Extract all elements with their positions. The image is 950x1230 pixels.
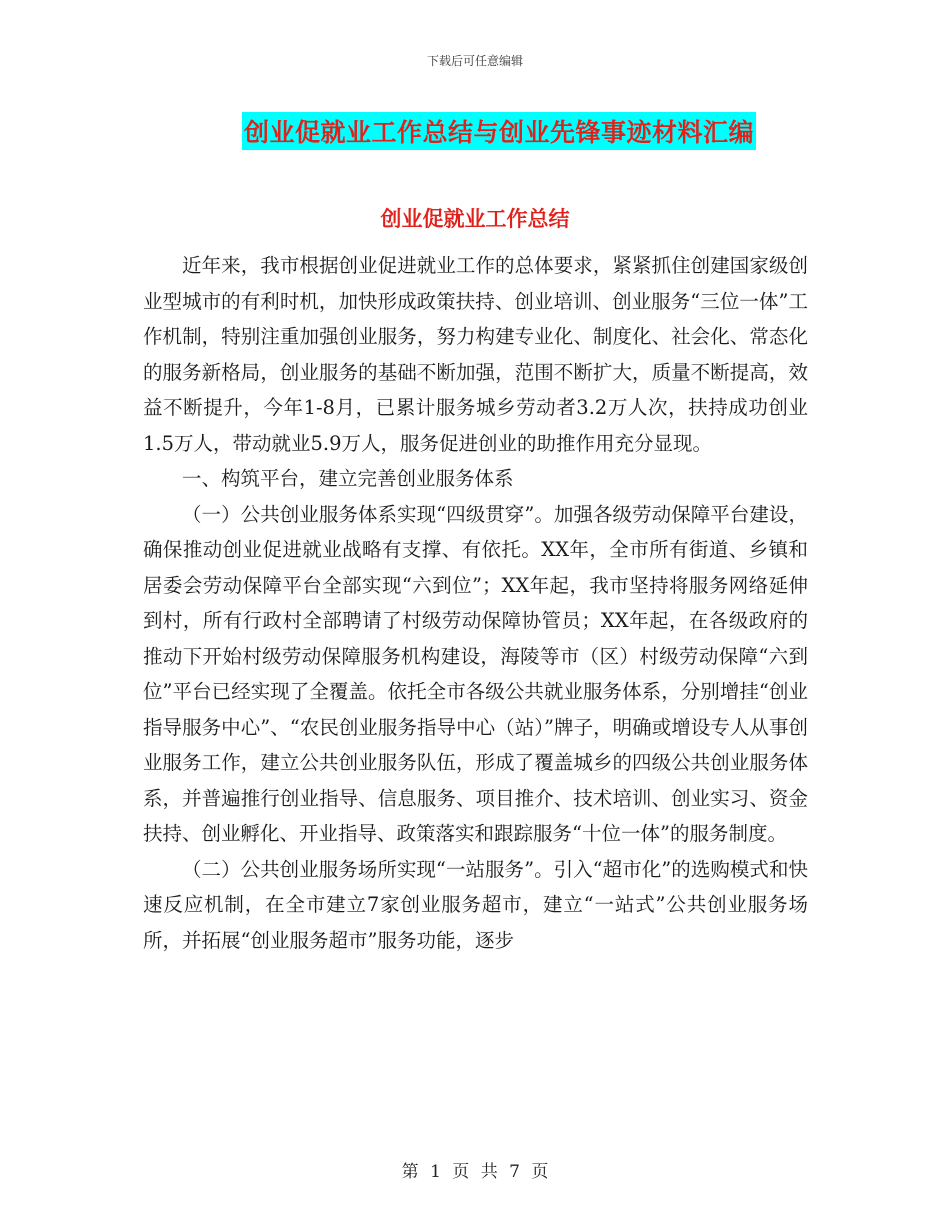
paragraph-subsection-1: （一）公共创业服务体系实现“四级贯穿”。加强各级劳动保障平台建设，确保推动创业促进就业战略有支撑、有依托。XX年，全市所有街道、乡镇和居委会劳动保障平台全部实现“六到位”；XX年起，我市坚持将服务网络延伸到村，所有行政村全部聘请了村级劳动保障协管员；XX年起，在各级政府的推动下开始村级劳动保障服务机构建设，海陵等市（区）村级劳动保障“六到位”平台已经实现了全覆盖。依托全市各级公共就业服务体系，分别增挂“创业指导服务中心”、“农民创业服务指导中心（站）”牌子，明确或增设专人从事创业服务工作，建立公共创业服务队伍，形成了覆盖城乡的四级公共创业服务体系，并普遍推行创业指导、信息服务、项目推介、技术培训、创业实习、资金扶持、创业孵化、开业指导、政策落实和跟踪服务“十位一体”的服务制度。	[143, 502, 808, 845]
document-body	[143, 248, 808, 958]
section-title: 创业促就业工作总结	[380, 206, 570, 231]
main-title: 创业促就业工作总结与创业先锋事迹材料汇编	[242, 112, 756, 150]
section-heading-1: 一、构筑平台，建立完善创业服务体系	[182, 467, 514, 490]
page-footer-number: 第 1 页 共 7 页	[401, 1162, 549, 1182]
paragraph-subsection-2: （二）公共创业服务场所实现“一站服务”。引入“超市化”的选购模式和快速反应机制，在全市建立7家创业服务超市，建立“一站式”公共创业服务场所，并拓展“创业服务超市”服务功能，逐步	[143, 857, 808, 952]
paragraph-intro: 近年来，我市根据创业促进就业工作的总体要求，紧紧抓住创建国家级创业型城市的有利时机，加快形成政策扶持、创业培训、创业服务“三位一体”工作机制，特别注重加强创业服务，努力构建专业化、制度化、社会化、常态化的服务新格局，创业服务的基础不断加强，范围不断扩大，质量不断提高，效益不断提升，今年1-8月，已累计服务城乡劳动者3.2万人次，扶持成功创业1.5万人，带动就业5.9万人，服务促进创业的助推作用充分显现。	[143, 254, 808, 455]
page-header-note: 下载后可任意编辑	[426, 54, 523, 68]
main-title-container	[0, 112, 950, 150]
